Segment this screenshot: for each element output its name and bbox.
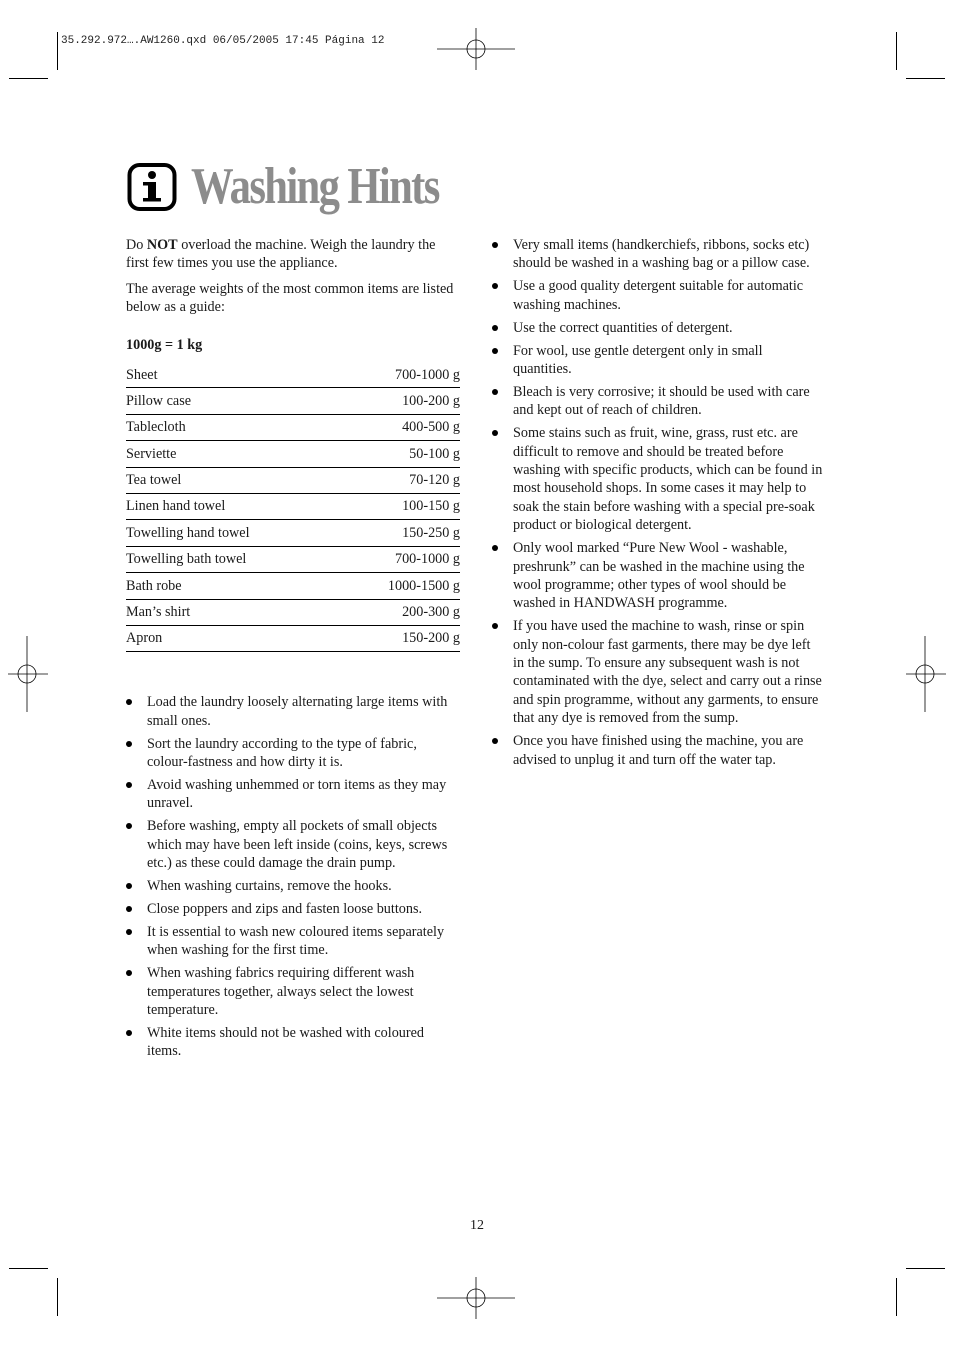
item-name: Towelling bath towel <box>126 546 337 572</box>
intro-paragraph-2: The average weights of the most common items are listed below as a guide: <box>126 280 454 316</box>
item-weight: 100-200 g <box>337 388 460 414</box>
list-item: For wool, use gentle detergent only in small quantities. <box>492 342 824 379</box>
info-icon <box>127 158 177 216</box>
table-row <box>126 520 460 546</box>
item-weight: 700-1000 g <box>337 362 460 388</box>
intro-paragraph-1: Do NOT overload the machine. Weigh the laundry the first few times you use the appliance. <box>126 237 436 272</box>
table-row <box>126 625 460 651</box>
table-row <box>126 362 460 388</box>
list-item: When washing curtains, remove the hooks. <box>126 877 460 895</box>
weights-table <box>126 362 460 652</box>
item-name: Serviette <box>126 441 337 467</box>
item-weight: 100-150 g <box>337 493 460 519</box>
table-row <box>126 388 460 414</box>
unit-note: 1000g = 1 kg <box>126 336 203 353</box>
item-weight: 70-120 g <box>337 467 460 493</box>
right-column <box>492 236 824 773</box>
table-row <box>126 573 460 599</box>
table-row <box>126 546 460 572</box>
item-name: Man’s shirt <box>126 599 337 625</box>
list-item: Very small items (handkerchiefs, ribbons, socks etc) should be washed in a washing bag or a pillow case. <box>492 236 824 273</box>
item-name: Apron <box>126 625 337 651</box>
list-item: It is essential to wash new coloured items separately when washing for the first time. <box>126 923 460 960</box>
list-item: If you have used the machine to wash, rinse or spin only non-colour fast garments, there may be dye left in the sump. To ensure any subsequent wash is not contaminated with the dye, select and carry out a rinse and spin programme, without any garments, to ensure that any dye is removed from the sump. <box>492 617 824 727</box>
item-name: Bath robe <box>126 573 337 599</box>
list-item: Once you have finished using the machine, you are advised to unplug it and turn off the water tap. <box>492 732 824 769</box>
item-name: Tea towel <box>126 467 337 493</box>
list-item: Bleach is very corrosive; it should be used with care and kept out of reach of children. <box>492 383 824 420</box>
list-item: Avoid washing unhemmed or torn items as they may unravel. <box>126 776 460 813</box>
item-weight: 150-250 g <box>337 520 460 546</box>
list-item: Sort the laundry according to the type of fabric, colour-fastness and how dirty it is. <box>126 735 460 772</box>
table-row <box>126 414 460 440</box>
item-weight: 400-500 g <box>337 414 460 440</box>
left-hints-list <box>126 693 460 1060</box>
item-name: Towelling hand towel <box>126 520 337 546</box>
left-column <box>126 236 460 1065</box>
title-block <box>127 157 493 217</box>
table-row <box>126 599 460 625</box>
list-item: When washing fabrics requiring different wash temperatures together, always select the lowest temperature. <box>126 964 460 1019</box>
table-row <box>126 441 460 467</box>
item-name: Pillow case <box>126 388 337 414</box>
table-row <box>126 493 460 519</box>
page-title: Washing Hints <box>191 158 439 215</box>
item-weight: 700-1000 g <box>337 546 460 572</box>
registration-mark-bottom <box>437 1277 517 1319</box>
item-weight: 200-300 g <box>337 599 460 625</box>
registration-mark-left <box>8 636 48 712</box>
right-hints-list <box>492 236 824 769</box>
table-row <box>126 467 460 493</box>
list-item: Only wool marked “Pure New Wool - washable, preshrunk” can be washed in the machine using the wool programme; other types of wool should be washed in HANDWASH programme. <box>492 539 824 613</box>
list-item: Load the laundry loosely alternating large items with small ones. <box>126 693 460 730</box>
list-item: Use a good quality detergent suitable for automatic washing machines. <box>492 277 824 314</box>
list-item: Use the correct quantities of detergent. <box>492 319 824 337</box>
list-item: Before washing, empty all pockets of small objects which may have been left inside (coins, keys, screws etc.) as these could damage the drain pump. <box>126 817 460 872</box>
item-name: Tablecloth <box>126 414 337 440</box>
item-name: Sheet <box>126 362 337 388</box>
item-weight: 1000-1500 g <box>337 573 460 599</box>
registration-mark-right <box>906 636 946 712</box>
page-number: 12 <box>470 1218 484 1233</box>
item-name: Linen hand towel <box>126 493 337 519</box>
registration-mark-top <box>437 28 517 70</box>
item-weight: 150-200 g <box>337 625 460 651</box>
list-item: White items should not be washed with coloured items. <box>126 1024 460 1061</box>
list-item: Close poppers and zips and fasten loose buttons. <box>126 900 460 918</box>
item-weight: 50-100 g <box>337 441 460 467</box>
list-item: Some stains such as fruit, wine, grass, rust etc. are difficult to remove and should be treated before washing with specific products, which can be found in most household shops. In some cases it may help to soak the stain before washing with a special pre-soak product or biological detergent. <box>492 424 824 534</box>
print-slug: 35.292.972….AW1260.qxd 06/05/2005 17:45 Página 12 <box>61 35 385 47</box>
